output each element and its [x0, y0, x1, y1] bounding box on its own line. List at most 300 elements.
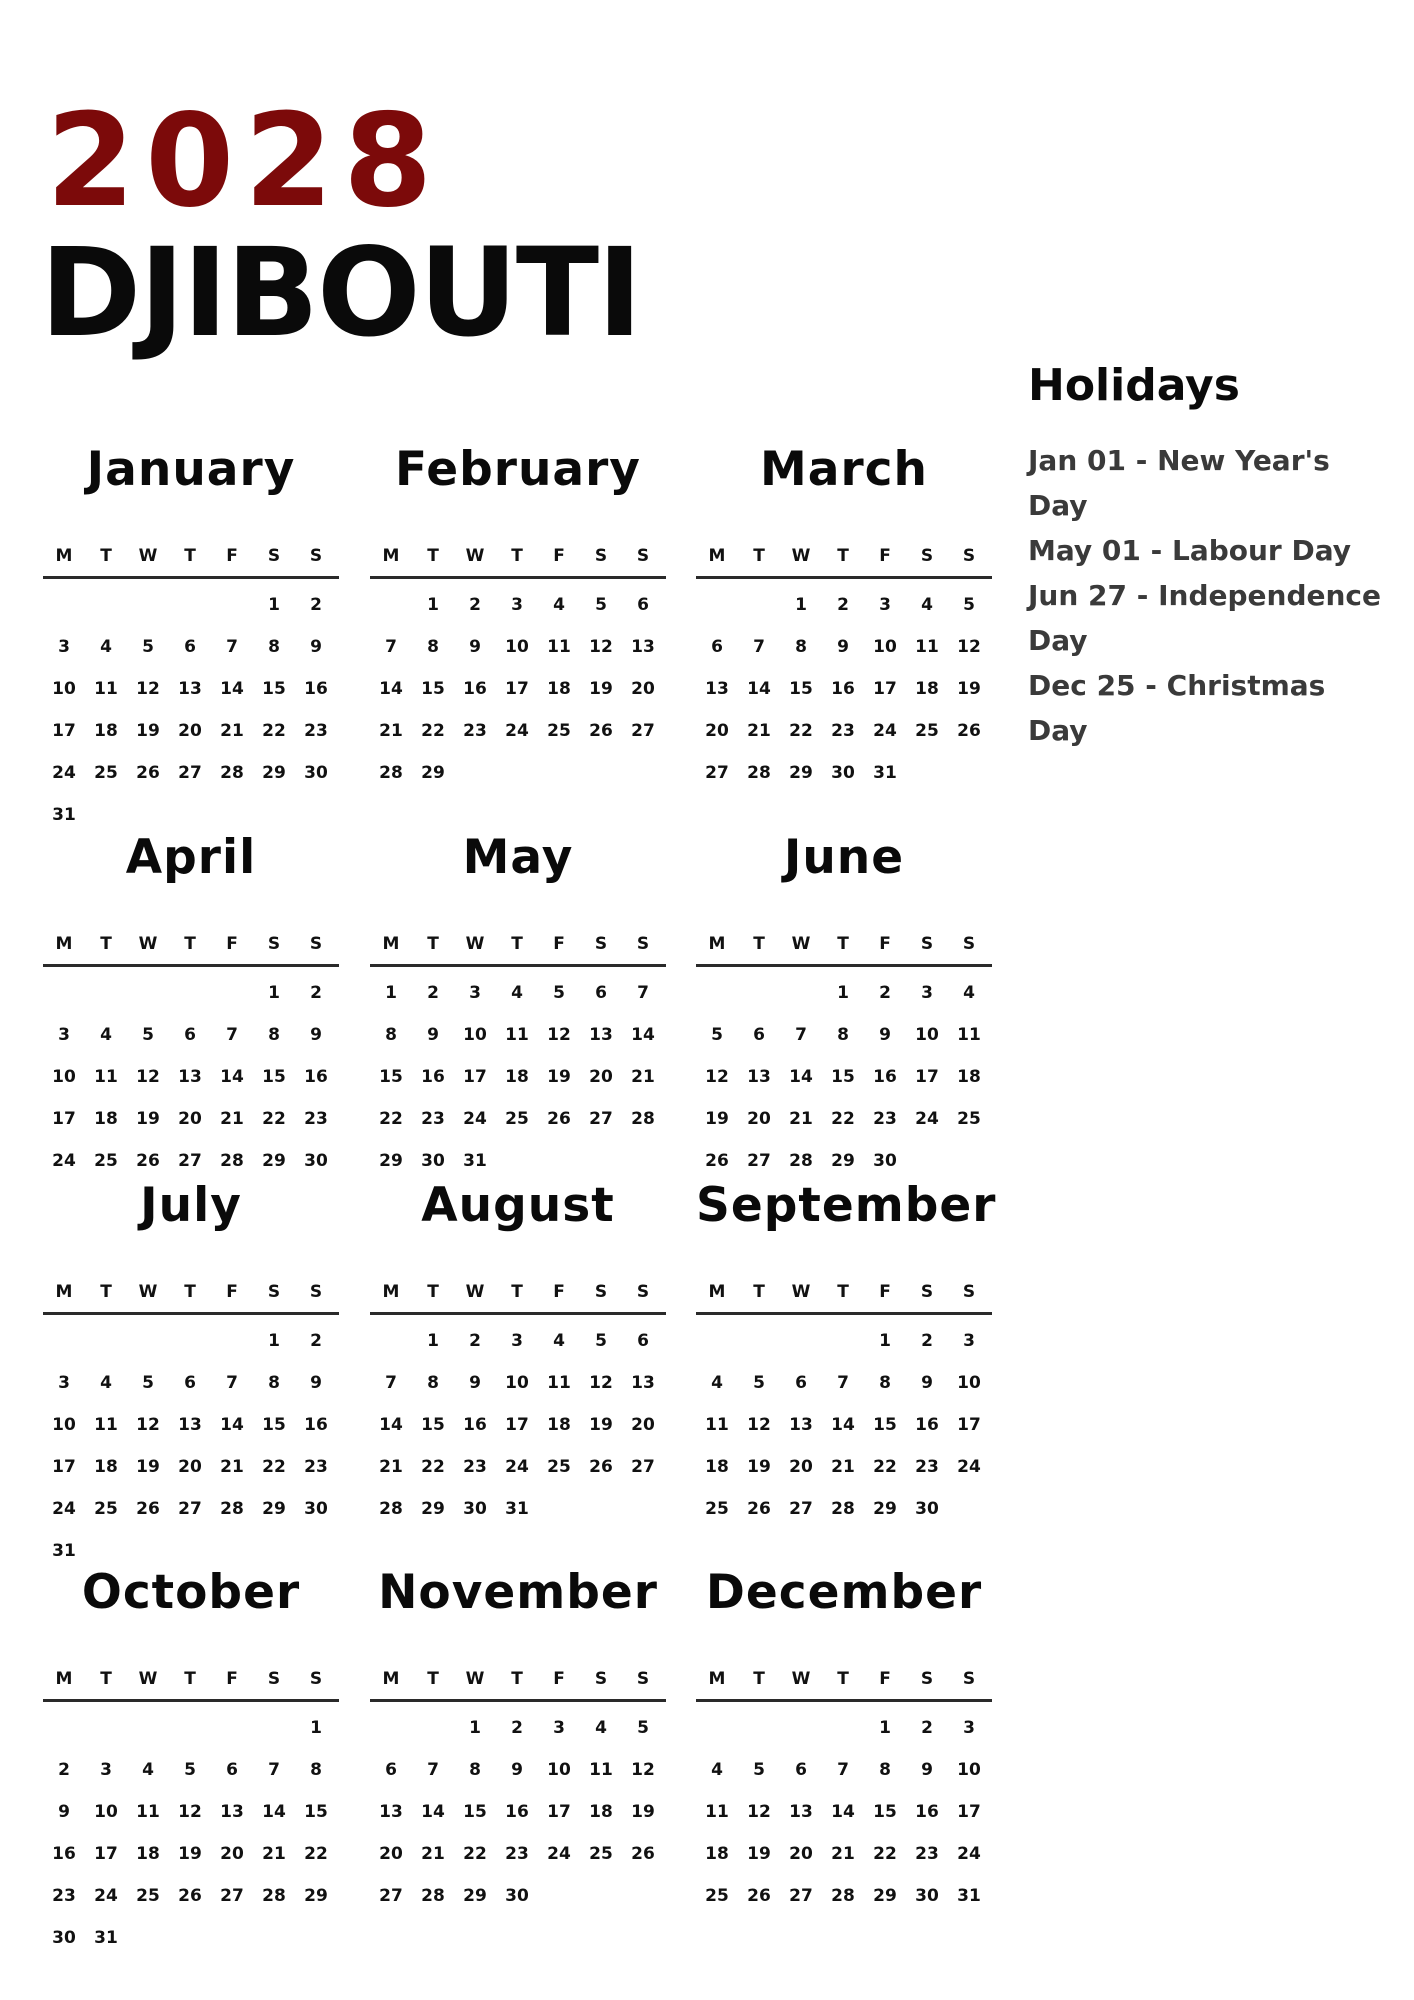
day-cell: 6	[184, 1373, 196, 1393]
day-cell: 31	[505, 1499, 529, 1519]
month-title: May	[462, 830, 574, 885]
day-cell: 16	[463, 1415, 487, 1435]
day-cell: 17	[463, 1067, 487, 1087]
day-cell: 28	[379, 763, 403, 783]
day-cell: 24	[505, 1457, 529, 1477]
weekday-label: W	[791, 934, 811, 954]
day-cell: 30	[873, 1151, 897, 1171]
day-cell: 10	[547, 1760, 571, 1780]
holiday-item: Jun 27 - Independence Day	[1028, 579, 1382, 657]
weekday-label: M	[708, 1282, 726, 1302]
day-cell: 8	[837, 1025, 849, 1045]
weekday-label: S	[962, 546, 976, 566]
day-cell: 19	[547, 1067, 571, 1087]
day-cell: 16	[915, 1415, 939, 1435]
day-cell: 26	[136, 1499, 160, 1519]
empty-cell	[822, 1707, 864, 1749]
day-cell: 20	[747, 1109, 771, 1129]
day-cell: 1	[268, 983, 280, 1003]
day-cell: 16	[304, 1067, 328, 1087]
day-cell: 30	[915, 1886, 939, 1906]
weekday-label: S	[920, 1669, 934, 1689]
day-cell: 22	[421, 1457, 445, 1477]
day-cell: 9	[837, 637, 849, 657]
weekday-label: M	[55, 1669, 73, 1689]
month-may	[370, 820, 666, 1182]
empty-cell	[127, 972, 169, 1014]
holiday-item: May 01 - Labour Day	[1028, 534, 1352, 567]
day-cell: 1	[879, 1718, 891, 1738]
weekday-header	[370, 536, 666, 579]
day-cell: 25	[547, 1457, 571, 1477]
month-title: March	[760, 442, 928, 497]
month-april	[43, 820, 339, 1182]
day-cell: 29	[831, 1151, 855, 1171]
day-cell: 27	[589, 1109, 613, 1129]
day-cell: 24	[957, 1844, 981, 1864]
day-cell: 16	[463, 679, 487, 699]
weekday-label: F	[879, 546, 891, 566]
day-cell: 27	[178, 763, 202, 783]
weekday-label: F	[553, 1669, 565, 1689]
month-title: December	[705, 1565, 983, 1620]
day-cell: 26	[589, 1457, 613, 1477]
day-cell: 14	[379, 679, 403, 699]
day-cell: 9	[310, 637, 322, 657]
day-cell: 25	[94, 763, 118, 783]
day-cell: 29	[873, 1499, 897, 1519]
day-cell: 19	[957, 679, 981, 699]
weekday-label: T	[100, 1669, 112, 1689]
empty-cell	[738, 972, 780, 1014]
empty-cell	[127, 584, 169, 626]
day-cell: 24	[52, 1151, 76, 1171]
weekday-label: T	[837, 546, 849, 566]
year-heading: 2028	[46, 87, 443, 236]
day-cell: 31	[52, 805, 76, 825]
day-cell: 6	[637, 595, 649, 615]
day-cell: 6	[711, 637, 723, 657]
day-cell: 19	[136, 721, 160, 741]
day-cell: 20	[220, 1844, 244, 1864]
day-cell: 28	[831, 1499, 855, 1519]
day-cell: 30	[463, 1499, 487, 1519]
day-cell: 19	[178, 1844, 202, 1864]
day-cell: 10	[873, 637, 897, 657]
day-cell: 30	[915, 1499, 939, 1519]
day-grid	[370, 1320, 666, 1530]
day-cell: 2	[58, 1760, 70, 1780]
day-cell: 27	[631, 1457, 655, 1477]
day-cell: 26	[136, 1151, 160, 1171]
day-cell: 28	[631, 1109, 655, 1129]
weekday-label: T	[837, 1282, 849, 1302]
day-cell: 25	[705, 1886, 729, 1906]
day-cell: 2	[837, 595, 849, 615]
day-cell: 18	[505, 1067, 529, 1087]
day-cell: 31	[463, 1151, 487, 1171]
day-cell: 15	[262, 1067, 286, 1087]
day-grid	[696, 972, 992, 1182]
day-cell: 12	[589, 637, 613, 657]
day-cell: 8	[427, 637, 439, 657]
day-cell: 13	[220, 1802, 244, 1822]
day-cell: 12	[136, 679, 160, 699]
day-cell: 9	[469, 637, 481, 657]
day-cell: 19	[136, 1457, 160, 1477]
day-cell: 28	[789, 1151, 813, 1171]
day-grid	[43, 1320, 339, 1572]
day-cell: 25	[915, 721, 939, 741]
day-cell: 8	[879, 1373, 891, 1393]
day-cell: 8	[795, 637, 807, 657]
day-cell: 1	[837, 983, 849, 1003]
day-cell: 5	[711, 1025, 723, 1045]
empty-cell	[822, 1320, 864, 1362]
day-cell: 10	[957, 1760, 981, 1780]
day-cell: 30	[421, 1151, 445, 1171]
day-cell: 5	[753, 1760, 765, 1780]
holiday-list	[1028, 438, 1388, 753]
empty-cell	[780, 972, 822, 1014]
day-cell: 3	[963, 1331, 975, 1351]
day-cell: 7	[226, 1373, 238, 1393]
month-july	[43, 1168, 339, 1572]
day-cell: 17	[52, 1109, 76, 1129]
day-cell: 18	[94, 1457, 118, 1477]
weekday-label: F	[879, 1282, 891, 1302]
weekday-label: S	[920, 934, 934, 954]
day-cell: 29	[421, 1499, 445, 1519]
day-cell: 10	[52, 679, 76, 699]
day-cell: 11	[705, 1415, 729, 1435]
day-cell: 7	[226, 637, 238, 657]
day-cell: 5	[595, 1331, 607, 1351]
day-cell: 19	[747, 1844, 771, 1864]
weekday-label: S	[636, 1669, 650, 1689]
day-cell: 7	[795, 1025, 807, 1045]
day-cell: 26	[957, 721, 981, 741]
day-cell: 22	[304, 1844, 328, 1864]
day-cell: 8	[427, 1373, 439, 1393]
weekday-header	[43, 536, 339, 579]
empty-cell	[738, 1707, 780, 1749]
day-cell: 24	[52, 1499, 76, 1519]
day-cell: 9	[921, 1373, 933, 1393]
day-cell: 11	[915, 637, 939, 657]
day-cell: 18	[705, 1457, 729, 1477]
day-cell: 3	[469, 983, 481, 1003]
day-cell: 23	[873, 1109, 897, 1129]
weekday-label: S	[309, 546, 323, 566]
day-cell: 7	[637, 983, 649, 1003]
weekday-label: T	[100, 1282, 112, 1302]
empty-cell	[738, 1320, 780, 1362]
day-cell: 18	[547, 679, 571, 699]
day-grid	[696, 1320, 992, 1530]
day-cell: 13	[178, 1415, 202, 1435]
weekday-label: F	[226, 934, 238, 954]
empty-cell	[370, 1707, 412, 1749]
day-cell: 4	[711, 1373, 723, 1393]
day-cell: 9	[879, 1025, 891, 1045]
month-title: November	[378, 1565, 658, 1620]
empty-cell	[169, 584, 211, 626]
day-cell: 28	[220, 763, 244, 783]
empty-cell	[211, 972, 253, 1014]
day-cell: 6	[753, 1025, 765, 1045]
day-cell: 11	[505, 1025, 529, 1045]
day-cell: 27	[789, 1499, 813, 1519]
day-cell: 6	[184, 637, 196, 657]
weekday-label: W	[138, 1669, 158, 1689]
weekday-label: W	[791, 546, 811, 566]
day-cell: 8	[469, 1760, 481, 1780]
weekday-label: M	[382, 1669, 400, 1689]
weekday-label: M	[708, 1669, 726, 1689]
holidays-panel	[1028, 358, 1388, 753]
weekday-header	[43, 1659, 339, 1702]
day-cell: 12	[178, 1802, 202, 1822]
day-cell: 27	[789, 1886, 813, 1906]
day-cell: 16	[304, 679, 328, 699]
day-cell: 10	[505, 1373, 529, 1393]
day-cell: 26	[589, 721, 613, 741]
day-cell: 21	[747, 721, 771, 741]
weekday-label: T	[184, 934, 196, 954]
day-cell: 1	[385, 983, 397, 1003]
month-december	[696, 1555, 992, 1917]
day-cell: 15	[789, 679, 813, 699]
empty-cell	[43, 1707, 85, 1749]
day-cell: 21	[421, 1844, 445, 1864]
empty-cell	[211, 1707, 253, 1749]
day-cell: 17	[957, 1802, 981, 1822]
day-cell: 23	[463, 721, 487, 741]
day-cell: 21	[831, 1457, 855, 1477]
day-cell: 25	[94, 1499, 118, 1519]
day-cell: 18	[589, 1802, 613, 1822]
weekday-label: W	[138, 1282, 158, 1302]
day-cell: 26	[705, 1151, 729, 1171]
day-cell: 8	[268, 1373, 280, 1393]
day-cell: 21	[631, 1067, 655, 1087]
day-cell: 13	[589, 1025, 613, 1045]
weekday-label: S	[920, 1282, 934, 1302]
weekday-label: F	[553, 546, 565, 566]
empty-cell	[780, 1320, 822, 1362]
day-cell: 4	[595, 1718, 607, 1738]
day-cell: 2	[921, 1331, 933, 1351]
day-cell: 29	[262, 1151, 286, 1171]
weekday-label: F	[226, 1669, 238, 1689]
day-cell: 1	[879, 1331, 891, 1351]
month-november	[370, 1555, 666, 1917]
day-cell: 10	[52, 1415, 76, 1435]
day-cell: 14	[631, 1025, 655, 1045]
day-cell: 20	[789, 1844, 813, 1864]
day-cell: 10	[505, 637, 529, 657]
day-cell: 12	[631, 1760, 655, 1780]
day-cell: 12	[705, 1067, 729, 1087]
day-cell: 8	[879, 1760, 891, 1780]
day-cell: 4	[553, 595, 565, 615]
day-cell: 24	[957, 1457, 981, 1477]
day-cell: 19	[589, 679, 613, 699]
day-cell: 3	[58, 1025, 70, 1045]
day-cell: 18	[94, 721, 118, 741]
day-cell: 6	[184, 1025, 196, 1045]
day-cell: 8	[268, 1025, 280, 1045]
day-cell: 4	[100, 1373, 112, 1393]
day-cell: 4	[511, 983, 523, 1003]
day-cell: 20	[589, 1067, 613, 1087]
month-september	[696, 1168, 997, 1530]
day-cell: 6	[226, 1760, 238, 1780]
day-cell: 20	[705, 721, 729, 741]
day-cell: 14	[831, 1802, 855, 1822]
day-cell: 25	[136, 1886, 160, 1906]
day-cell: 26	[631, 1844, 655, 1864]
day-cell: 1	[795, 595, 807, 615]
weekday-label: S	[267, 934, 281, 954]
day-cell: 29	[873, 1886, 897, 1906]
month-august	[370, 1168, 666, 1530]
weekday-label: T	[427, 1669, 439, 1689]
day-cell: 21	[379, 721, 403, 741]
day-cell: 5	[637, 1718, 649, 1738]
day-cell: 25	[505, 1109, 529, 1129]
day-cell: 4	[100, 1025, 112, 1045]
weekday-label: T	[184, 1669, 196, 1689]
weekday-label: M	[382, 934, 400, 954]
empty-cell	[696, 972, 738, 1014]
weekday-label: M	[55, 934, 73, 954]
day-cell: 17	[52, 721, 76, 741]
day-cell: 28	[379, 1499, 403, 1519]
weekday-label: T	[837, 1669, 849, 1689]
day-cell: 2	[469, 595, 481, 615]
day-grid	[370, 1707, 666, 1917]
day-cell: 8	[385, 1025, 397, 1045]
weekday-label: F	[879, 1669, 891, 1689]
day-cell: 4	[921, 595, 933, 615]
day-cell: 22	[262, 1457, 286, 1477]
day-cell: 22	[262, 1109, 286, 1129]
day-cell: 23	[463, 1457, 487, 1477]
day-cell: 15	[873, 1802, 897, 1822]
day-cell: 13	[631, 1373, 655, 1393]
day-cell: 18	[957, 1067, 981, 1087]
day-cell: 16	[52, 1844, 76, 1864]
empty-cell	[253, 1707, 295, 1749]
day-cell: 21	[379, 1457, 403, 1477]
weekday-label: F	[553, 934, 565, 954]
weekday-label: S	[962, 934, 976, 954]
holiday-item: Dec 25 - Christmas Day	[1028, 669, 1326, 747]
day-cell: 2	[469, 1331, 481, 1351]
day-cell: 11	[705, 1802, 729, 1822]
day-cell: 17	[52, 1457, 76, 1477]
empty-cell	[696, 584, 738, 626]
day-cell: 25	[94, 1151, 118, 1171]
day-cell: 23	[505, 1844, 529, 1864]
day-cell: 29	[304, 1886, 328, 1906]
weekday-label: W	[465, 934, 485, 954]
day-cell: 12	[589, 1373, 613, 1393]
day-cell: 26	[136, 763, 160, 783]
day-cell: 9	[310, 1025, 322, 1045]
day-cell: 23	[304, 1457, 328, 1477]
weekday-label: M	[55, 546, 73, 566]
empty-cell	[211, 584, 253, 626]
month-february	[370, 432, 666, 794]
weekday-label: M	[382, 1282, 400, 1302]
day-cell: 6	[637, 1331, 649, 1351]
day-cell: 23	[304, 1109, 328, 1129]
empty-cell	[43, 1320, 85, 1362]
day-grid	[370, 972, 666, 1182]
day-grid	[43, 972, 339, 1182]
day-cell: 21	[220, 1457, 244, 1477]
day-cell: 23	[304, 721, 328, 741]
day-cell: 26	[178, 1886, 202, 1906]
empty-cell	[412, 1707, 454, 1749]
day-cell: 19	[589, 1415, 613, 1435]
empty-cell	[738, 584, 780, 626]
day-cell: 29	[421, 763, 445, 783]
day-cell: 28	[831, 1886, 855, 1906]
day-cell: 20	[178, 1457, 202, 1477]
weekday-label: S	[267, 546, 281, 566]
day-cell: 29	[262, 1499, 286, 1519]
month-title: January	[86, 442, 296, 497]
day-cell: 17	[547, 1802, 571, 1822]
day-cell: 28	[421, 1886, 445, 1906]
day-cell: 2	[427, 983, 439, 1003]
day-cell: 19	[705, 1109, 729, 1129]
day-cell: 20	[178, 1109, 202, 1129]
day-cell: 27	[178, 1499, 202, 1519]
day-cell: 13	[705, 679, 729, 699]
month-title: August	[421, 1178, 615, 1233]
day-cell: 22	[873, 1844, 897, 1864]
day-cell: 11	[589, 1760, 613, 1780]
weekday-label: S	[636, 934, 650, 954]
empty-cell	[169, 1320, 211, 1362]
weekday-label: M	[55, 1282, 73, 1302]
day-cell: 14	[421, 1802, 445, 1822]
day-cell: 12	[747, 1802, 771, 1822]
day-cell: 7	[837, 1373, 849, 1393]
day-cell: 26	[747, 1499, 771, 1519]
month-march	[696, 432, 992, 794]
day-cell: 29	[262, 763, 286, 783]
weekday-label: S	[267, 1282, 281, 1302]
month-title: April	[125, 830, 257, 885]
day-cell: 30	[304, 763, 328, 783]
country-heading: DJIBOUTI	[40, 222, 641, 364]
day-cell: 27	[178, 1151, 202, 1171]
day-cell: 26	[747, 1886, 771, 1906]
day-cell: 11	[957, 1025, 981, 1045]
day-cell: 31	[94, 1928, 118, 1948]
empty-cell	[85, 584, 127, 626]
day-cell: 9	[511, 1760, 523, 1780]
empty-cell	[169, 972, 211, 1014]
day-cell: 12	[547, 1025, 571, 1045]
weekday-label: F	[226, 546, 238, 566]
